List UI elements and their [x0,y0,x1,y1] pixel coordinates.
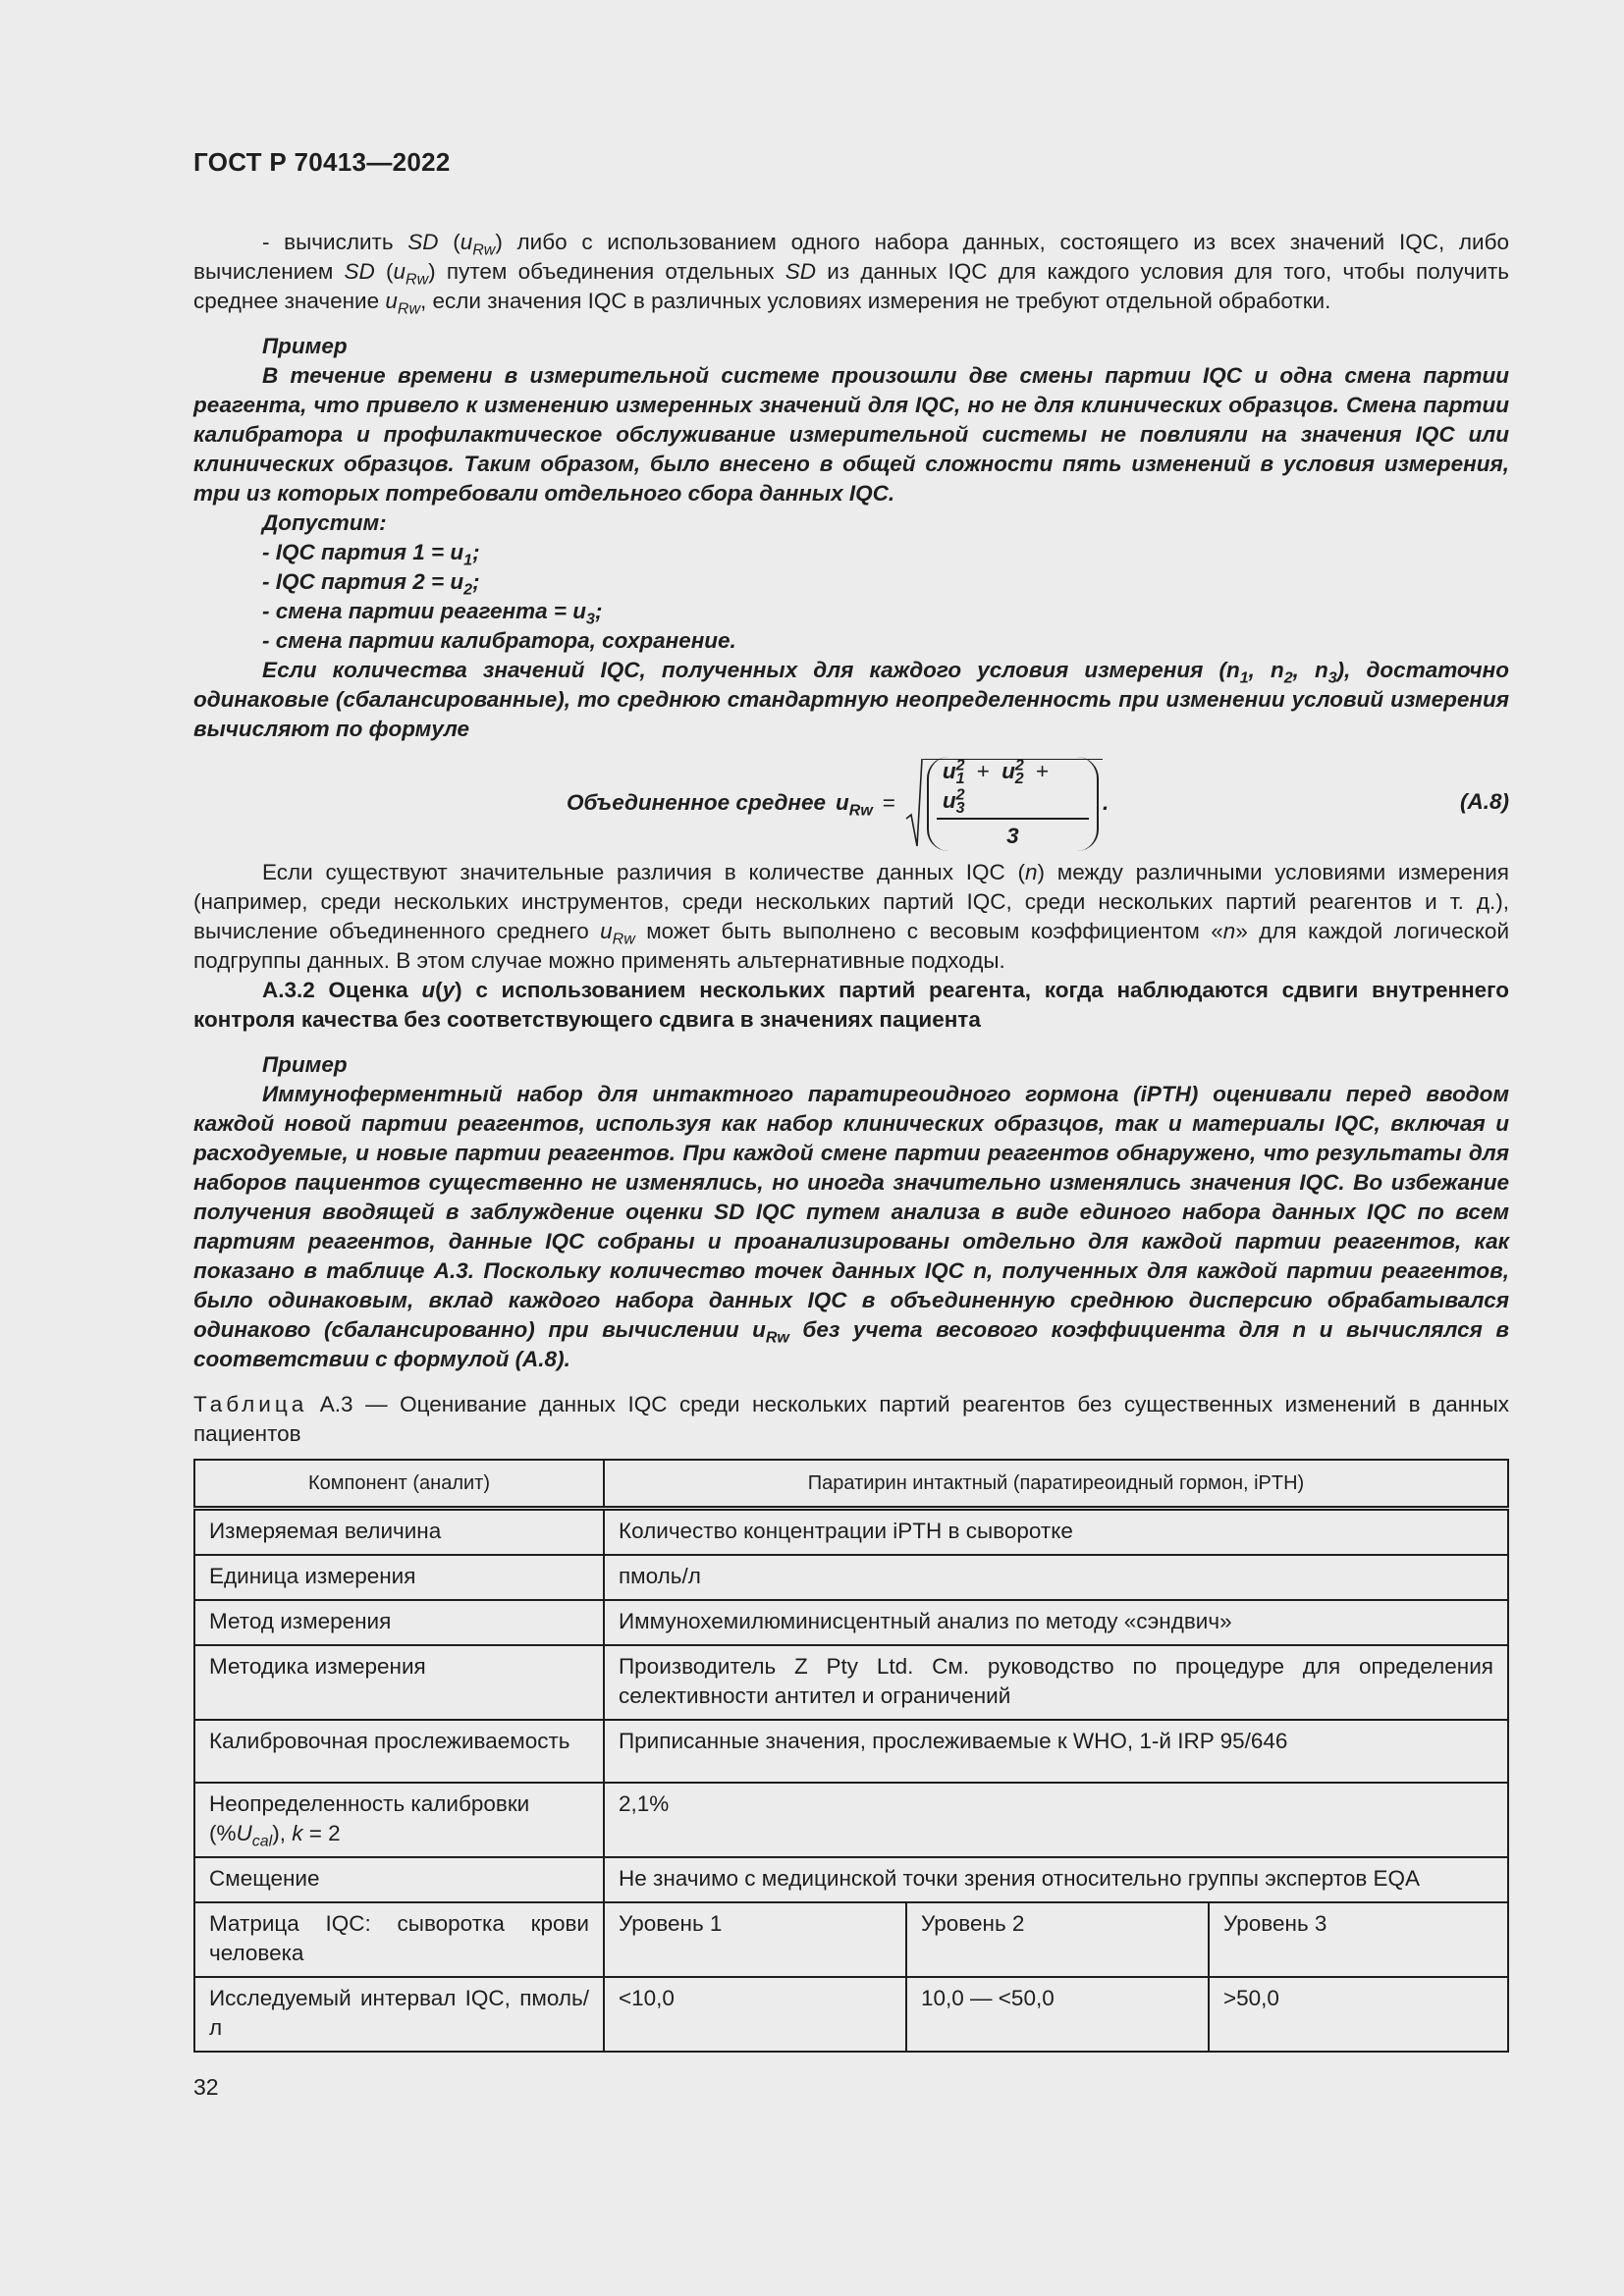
table-cell: Не значимо с медицинской точки зрения относительно группы экспертов EQA [604,1857,1508,1902]
example-2-title: Пример [262,1052,348,1077]
table-cell: Единица измерения [194,1555,604,1600]
table-cell: Приписанные значения, прослеживаемые к WHO, 1-й IRP 95/646 [604,1720,1508,1783]
table-cell: >50,0 [1209,1977,1508,2052]
equation-number: (А.8) [1460,789,1509,814]
formula-variable: $u_{Rw}$ [836,790,873,820]
table-cell: Неопределенность калибровки $(\%U_{cal})$, k = 2 [194,1783,604,1857]
table-row [194,1977,1508,2052]
formula-a8 [193,754,1509,852]
list-item: - IQC партия $2 = u_2$; [262,569,480,599]
table-row [194,1600,1508,1645]
radical-sign-icon [905,758,923,848]
table-cell: Калибровочная прослеживаемость [194,1720,604,1783]
table-cell: Методика измерения [194,1645,604,1720]
example-1-condition: Если количества значений IQC, полученных для каждого условия измерения ($n_1$, $n_2$, $n_3$), достаточно одинаковые (сбалансированные), то среднюю стандартную неопределенность при изменении условий измерения вычисляют по формуле [193,658,1509,741]
example-1-list [193,538,1509,656]
formula-dot: . [1102,790,1110,815]
formula-label: Объединенное среднее [567,790,827,815]
intro-paragraph: - вычислить SD $(u_{Rw})$ либо с использованием одного набора данных, состоящего из всех значений IQC, либо вычислением SD $(u_{Rw})$ путем объединения отдельных SD из данных IQC для каждого условия для того, чтобы получить среднее значение $u_{Rw}$, если значения IQC в различных условиях измерения не требуют отдельной обработки. [193,230,1509,318]
table-cell: Уровень 3 [1209,1902,1508,1977]
list-item: - IQC партия $1 = u_1$; [262,540,480,569]
table-cell: Иммунохемилюминисцентный анализ по методу «сэндвич» [604,1600,1508,1645]
example-1-assume: Допустим: [262,510,387,535]
list-item: - смена партии реагента = $u_3$; [262,599,603,628]
table-caption: Таблица А.3 — Оценивание данных IQC среди нескольких партий реагентов без существенных изменений в данных пациентов [193,1392,1509,1446]
section-heading-a32: А.3.2 Оценка u(y) с использованием нескольких партий реагента, когда наблюдаются сдвиги внутреннего контроля качества без соответствующего сдвига в значениях пациента [193,978,1509,1032]
table-cell: 10,0 — <50,0 [906,1977,1209,2052]
table-cell: Матрица IQC: сыворотка крови человека [194,1902,604,1977]
example-1-text: В течение времени в измерительной системе произошли две смены партии IQC и одна смена партии реагента, что привело к изменению измеренных значений для IQC, но не для клинических образцов. Смена партии калибратора и профилактическое обслуживание измерительной системы не повлияли на значения IQC или клинических образцов. Таким образом, было внесено в общей сложности пять изменений в условия измерения, три из которых потребовали отдельного сбора данных IQC. [193,363,1509,506]
page-number: 32 [193,2074,219,2100]
example-1-title: Пример [262,334,348,358]
table-cell: Уровень 1 [604,1902,906,1977]
table-header-row [194,1460,1508,1509]
table-cell: Исследуемый интервал IQC, пмоль/л [194,1977,604,2052]
table-cell: Измеряемая величина [194,1509,604,1556]
list-item: - смена партии калибратора, сохранение. [262,628,736,653]
table-row [194,1509,1508,1556]
formula-body [567,758,1109,848]
table-cell: <10,0 [604,1977,906,2052]
fraction-denominator: 3 [1006,823,1019,848]
table-row [194,1902,1508,1977]
table-row [194,1645,1508,1720]
table-cell: пмоль/л [604,1555,1508,1600]
table-cell: Метод измерения [194,1600,604,1645]
formula-fraction [927,757,1099,851]
formula-equals: = [882,790,895,815]
table-row [194,1720,1508,1783]
page-header: ГОСТ Р 70413—2022 [193,147,451,177]
sqrt-symbol [905,758,1103,848]
data-table [193,1459,1509,2053]
after-formula-paragraph: Если существуют значительные различия в количестве данных IQC (n) между различными условиями измерения (например, среди нескольких инструментов, среди нескольких партий IQC, среди нескольких партий реагентов и т. д.), вычисление объединенного среднего $u_{Rw}$ может быть выполнено с весовым коэффициентом «n» для каждой логической подгруппы данных. В этом случае можно применять альтернативные подходы. [193,860,1510,973]
example-2-text: Иммуноферментный набор для интактного паратиреоидного гормона (iPTH) оценивали перед вводом каждой новой партии реагентов, используя как набор клинических образцов, так и материалы IQC, включая и расходуемые, и новые партии реагентов. При каждой смене партии реагентов обнаружено, что результаты для наборов пациентов существенно не изменялись, но иногда значительно изменялись значения IQC. Во избежание получения вводящей в заблуждение оценки SD IQC путем анализа в виде единого набора данных IQC по всем партиям реагентов, данные IQC собраны и проанализированы отдельно для каждой партии реагентов, как показано в таблице А.3. Поскольку количество точек данных IQC n, полученных для каждой партии реагентов, было одинаковым, вклад каждого набора данных IQC в объединенную среднюю дисперсию обрабатывался одинаково (сбалансированно) при вычислении $u_{Rw}$ без учета весового коэффициента для n и вычислялся в соответствии с формулой (А.8). [193,1082,1509,1371]
table-header-cell: Паратирин интактный (паратиреоидный гормон, iPTH) [604,1460,1508,1509]
table-cell: Смещение [194,1857,604,1902]
table-cell: Производитель Z Pty Ltd. См. руководство по процедуре для определения селективности антител и ограничений [604,1645,1508,1720]
table-row [194,1783,1508,1857]
page-content [193,147,1509,2053]
table-row [194,1857,1508,1902]
table-cell: 2,1% [604,1783,1508,1857]
table-cell: Уровень 2 [906,1902,1209,1977]
table-cell: Количество концентрации iPTH в сыворотке [604,1509,1508,1556]
fraction-numerator: $u^2_1 + u^2_2 + u^2_3$ [937,757,1089,820]
table-header-cell: Компонент (аналит) [194,1460,604,1509]
table-row [194,1555,1508,1600]
